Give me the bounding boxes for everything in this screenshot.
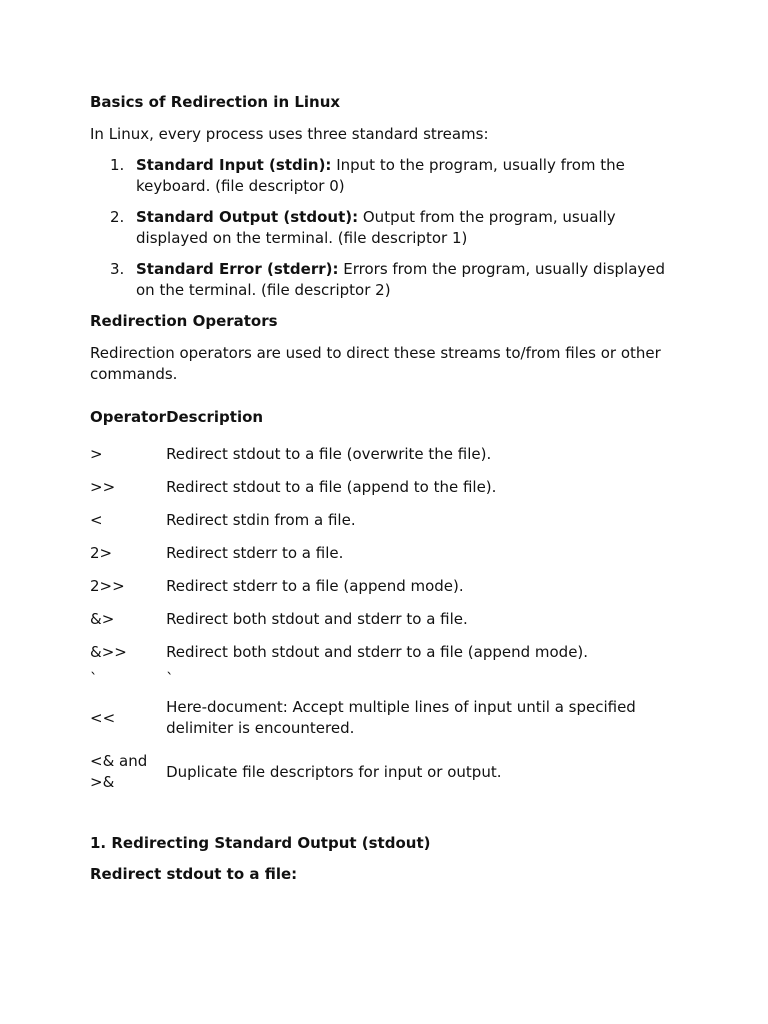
operator-cell: > xyxy=(90,445,103,463)
list-item-stdout xyxy=(90,207,680,249)
stream-label: Standard Error (stderr): xyxy=(136,260,339,278)
list-number: 1. xyxy=(110,156,125,174)
operator-cell: 2>> xyxy=(90,577,125,595)
operator-cell: >> xyxy=(90,478,116,496)
document-page xyxy=(90,90,680,885)
operators-table xyxy=(90,396,680,799)
description-cell: ` xyxy=(166,670,174,688)
header-operator: Operator xyxy=(90,407,167,426)
list-item-stdin xyxy=(90,155,680,197)
table-row xyxy=(90,669,680,691)
table-row xyxy=(90,570,680,603)
stream-text: Errors from the program, usually displayed on the terminal. (file descriptor 2) xyxy=(136,260,666,299)
list-number: 3. xyxy=(110,260,125,278)
stream-text: Output from the program, usually displayed on the terminal. (file descriptor 1) xyxy=(136,208,616,247)
operator-cell: << xyxy=(90,708,116,727)
stream-label: Standard Output (stdout): xyxy=(136,208,359,226)
description-cell: Duplicate file descriptors for input or output. xyxy=(166,762,502,781)
table-header-row xyxy=(90,396,680,438)
description-cell: Redirect stdout to a file (overwrite the file). xyxy=(166,445,492,463)
description-cell: Here-document: Accept multiple lines of input until a specified delimiter is encountered. xyxy=(166,698,636,737)
table-row xyxy=(90,537,680,570)
description-cell: Redirect both stdout and stderr to a file (append mode). xyxy=(166,643,589,661)
document-title: Basics of Redirection in Linux xyxy=(90,93,341,111)
operator-cell: &>> xyxy=(90,643,127,661)
operator-cell: 2> xyxy=(90,544,113,562)
table-row xyxy=(90,504,680,537)
stream-label: Standard Input (stdin): xyxy=(136,156,332,174)
table-row xyxy=(90,471,680,504)
operator-cell: &> xyxy=(90,610,115,628)
list-number: 2. xyxy=(110,208,125,226)
header-description: Description xyxy=(166,407,264,426)
operator-cell: < xyxy=(90,511,103,529)
description-cell: Redirect stderr to a file (append mode). xyxy=(166,577,464,595)
operator-cell: <& and >& xyxy=(90,752,148,791)
operators-intro: Redirection operators are used to direct these streams to/from files or other commands. xyxy=(90,344,661,383)
list-item-stderr xyxy=(90,259,680,301)
table-row xyxy=(90,691,680,745)
table-row xyxy=(90,603,680,636)
intro-paragraph: In Linux, every process uses three standard streams: xyxy=(90,125,489,143)
table-row xyxy=(90,636,680,669)
operator-cell: ` xyxy=(90,670,98,688)
description-cell: Redirect stderr to a file. xyxy=(166,544,344,562)
table-row xyxy=(90,745,680,799)
operators-heading: Redirection Operators xyxy=(90,312,278,330)
stream-text: Input to the program, usually from the keyboard. (file descriptor 0) xyxy=(136,156,625,195)
table-row xyxy=(90,438,680,471)
section1-subheading: Redirect stdout to a file: xyxy=(90,865,298,883)
streams-list xyxy=(90,155,680,301)
description-cell: Redirect stdout to a file (append to the file). xyxy=(166,478,497,496)
description-cell: Redirect stdin from a file. xyxy=(166,511,356,529)
section1-heading: 1. Redirecting Standard Output (stdout) xyxy=(90,834,431,852)
description-cell: Redirect both stdout and stderr to a file. xyxy=(166,610,468,628)
